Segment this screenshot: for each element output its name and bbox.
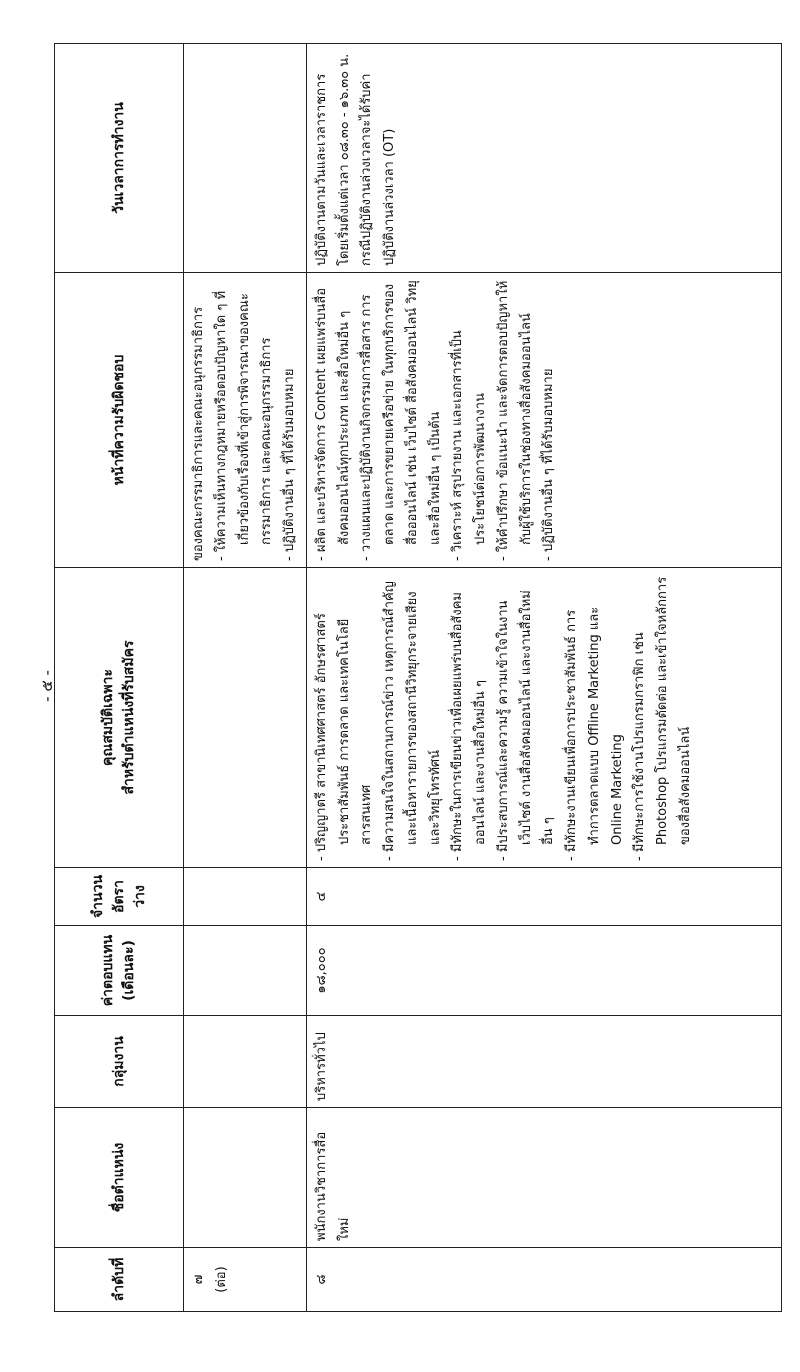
cell-no: ๘ bbox=[306, 1248, 781, 1312]
qualification-item: - ปริญญาตรี สาขานิเทศศาสตร์ อักษรศาสตร์ ประชาสัมพันธ์ การตลาด และเทคโนโลยีสารสนเทศ bbox=[311, 574, 379, 861]
duty-item: - ให้คำปรึกษา ข้อแนะนำ และจัดการตอบปัญหาให้กับผู้ใช้บริการในช่องทางสื่อสังคมออนไลน์ bbox=[493, 279, 539, 561]
cell-salary: ๑๘,๐๐๐ bbox=[306, 926, 781, 1016]
qualification-item: - มีความสนใจในสถานการณ์ข่าว เหตุการณ์สำคัญและเนื้อหารายการของสถานีวิทยุกระจายเสียงและวิทยุโทรทัศน์ bbox=[379, 574, 447, 861]
page-number-text: - ๕ - bbox=[38, 670, 56, 702]
qualification-item: - มีทักษะการใช้งานโปรแกรมกราฟิก เช่น Photoshop โปรแกรมตัดต่อ และเข้าใจหลักการของสื่อสังคมออนไลน์ bbox=[629, 574, 697, 861]
header-position: ชื่อตำแหน่ง bbox=[55, 1108, 184, 1248]
cell-qualifications bbox=[306, 568, 781, 868]
job-table bbox=[54, 43, 782, 1312]
header-qualifications-line2: สำหรับตำแหน่งที่รับสมัคร bbox=[121, 640, 137, 795]
qualification-item: - มีทักษะในการเขียนข่าวเพื่อเผยแพร่บนสื่อสังคมออนไลน์ และงานสื่อใหม่อื่น ๆ bbox=[447, 574, 493, 861]
cell-hours: ปฏิบัติงานตามวันและเวลาราชการ โดยเริ่มตั้งแต่เวลา ๐๘.๓๐ - ๑๖.๓๐ น. กรณีปฏิบัติงานล่วงเวลาจะได้รับค่าปฏิบัติงานล่วงเวลา (OT) bbox=[306, 44, 781, 273]
header-row bbox=[55, 44, 184, 1312]
header-no: ลำดับที่ bbox=[55, 1248, 184, 1312]
cell-vacancies bbox=[184, 868, 307, 926]
qualification-item: - มีทักษะงานเขียนเพื่อการประชาสัมพันธ์ การทำการตลาดแบบ Offline Marketing และ Online Marketing bbox=[561, 574, 629, 861]
header-duties: หน้าที่ความรับผิดชอบ bbox=[55, 273, 184, 568]
cell-no bbox=[184, 1248, 307, 1312]
header-group: กลุ่มงาน bbox=[55, 1016, 184, 1108]
duty-item: - ปฏิบัติงานอื่น ๆ ที่ได้รับมอบหมาย bbox=[538, 279, 561, 561]
duty-continued-text: ของคณะกรรมาธิการและคณะอนุกรรมาธิการ bbox=[191, 306, 206, 561]
qualification-item: - มีประสบการณ์และความรู้ ความเข้าใจในงานเว็บไซต์ งานสื่อสังคมออนไลน์ และงานสื่อใหม่อื่น ๆ bbox=[493, 574, 561, 861]
cell-duties bbox=[184, 273, 307, 568]
duty-item: - วางแผนและปฏิบัติงานกิจกรรมการสื่อสาร การตลาด และการขยายเครือข่าย ในทุกบริการของสื่อออนไลน์ เช่น เว็บไซต์ สื่อสังคมออนไลน์ วิทยุ และสื่อใหม่อื่น ๆ เป็นต้น bbox=[356, 279, 447, 561]
duty-item: - ผลิต และบริหารจัดการ Content เผยแพร่บนสื่อสังคมออนไลน์ทุกประเภท และสื่อใหม่อื่น ๆ bbox=[311, 279, 357, 561]
cell-qualifications bbox=[184, 568, 307, 868]
table-row bbox=[306, 44, 781, 1312]
header-qualifications-line1: คุณสมบัติเฉพาะ bbox=[100, 668, 116, 767]
row-number: ๗ bbox=[191, 1274, 206, 1285]
cell-group bbox=[184, 1016, 307, 1108]
cell-hours bbox=[184, 44, 307, 273]
row-continued-note: (ต่อ) bbox=[213, 1266, 229, 1293]
cell-salary bbox=[184, 926, 307, 1016]
header-qualifications bbox=[55, 568, 184, 868]
rotated-table-wrapper bbox=[54, 44, 782, 1312]
header-vacancies: จำนวนอัตราว่าง bbox=[55, 868, 184, 926]
cell-vacancies: ๔ bbox=[306, 868, 781, 926]
cell-position: พนักงานวิชาการสื่อใหม่ bbox=[306, 1108, 781, 1248]
duty-item: - ปฏิบัติงานอื่น ๆ ที่ได้รับมอบหมาย bbox=[279, 279, 302, 561]
cell-group: บริหารทั่วไป bbox=[306, 1016, 781, 1108]
cell-position bbox=[184, 1108, 307, 1248]
duty-item: - วิเคราะห์ สรุปรายงาน และเอกสารที่เป็นประโยชน์ต่อการพัฒนางาน bbox=[447, 279, 493, 561]
duty-item: - ให้ความเห็นทางกฎหมายหรือตอบปัญหาใด ๆ ที่เกี่ยวข้องกับเรื่องที่เข้าสู่การพิจารณาของคณะกรรมาธิการ และคณะอนุกรรมาธิการ bbox=[211, 279, 279, 561]
cell-duties bbox=[306, 273, 781, 568]
header-salary: ค่าตอบแทน (เดือนละ) bbox=[55, 926, 184, 1016]
header-hours: วันเวลาการทำงาน bbox=[55, 44, 184, 273]
table-row bbox=[184, 44, 307, 1312]
